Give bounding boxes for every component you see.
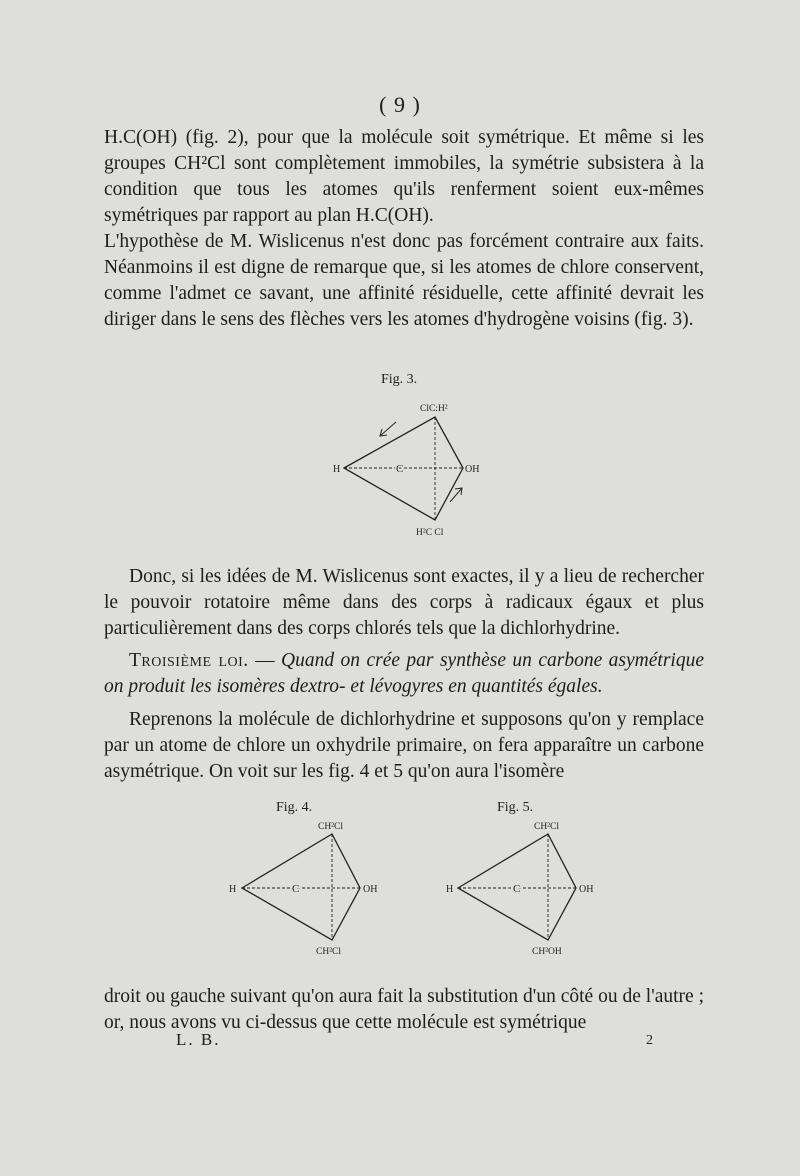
- fig3-caption: Fig. 3.: [381, 372, 418, 387]
- fig4-right-label: OH: [363, 884, 378, 895]
- paragraph-4: [104, 648, 704, 700]
- paragraph-1: H.C(OH) (fig. 2), pour que la molécule soit symétrique. Et même si les groupes CH²Cl sont complètement immobiles, la symétrie subsistera à la condition que tous les atomes qu'ils renferment soient eux-mêmes symétriques par rapport au plan H.C(OH).: [104, 127, 704, 226]
- fig5-caption: Fig. 5.: [497, 800, 534, 815]
- law-title: Troisième loi.: [129, 650, 249, 671]
- figure-3-diagram: [320, 398, 500, 543]
- page-number: ( 9 ): [379, 92, 421, 117]
- signature-mark: L. B.: [176, 1030, 221, 1049]
- fig5-right-label: OH: [579, 884, 594, 895]
- fig4-left-label: H: [229, 884, 237, 895]
- fig3-top-label: ClC:H²: [420, 404, 448, 414]
- fig5-center-label: C: [513, 883, 521, 895]
- paragraph-3: Donc, si les idées de M. Wislicenus sont exactes, il y a lieu de rechercher le pouvoir rotatoire même dans des corps à radicaux égaux et plus particulièrement dans des corps chlorés tels que la dichlorhydrine.: [104, 566, 704, 639]
- fig3-left-label: H: [333, 464, 341, 475]
- fig3-bottom-label: H²C Cl: [416, 528, 444, 538]
- fig5-left-label: H: [446, 884, 454, 895]
- figure-5-diagram: [440, 812, 610, 962]
- fig5-top-label: CH²Cl: [534, 822, 560, 832]
- paragraph-5: Reprenons la molécule de dichlorhydrine et supposons qu'on y remplace par un atome de chlore un oxhydrile primaire, on fera apparaître un carbone asymétrique. On voit sur les fig. 4 et 5 qu'on aura l'isomère: [104, 709, 704, 782]
- law-statement: Quand on crée par synthèse un carbone asymétrique on produit les isomères dextro- et lévogyres en quantités égales.: [104, 650, 704, 697]
- law-dash: —: [248, 650, 282, 671]
- paragraph-2: L'hypothèse de M. Wislicenus n'est donc pas forcément contraire aux faits. Néanmoins il est digne de remarque que, si les atomes de chlore conservent, comme l'admet ce savant, une affinité résiduelle, cette affinité devrait les diriger dans le sens des flèches vers les atomes d'hydrogène voisins (fig. 3).: [104, 231, 704, 330]
- fig4-center-label: C: [292, 883, 300, 895]
- fig3-right-label: OH: [465, 464, 480, 475]
- fig4-top-label: CH²Cl: [318, 822, 344, 832]
- fig4-caption: Fig. 4.: [276, 800, 313, 815]
- figure-4-diagram: [222, 812, 392, 962]
- sheet-number: 2: [646, 1033, 653, 1048]
- fig4-bottom-label: CH²Cl: [316, 947, 342, 957]
- fig5-bottom-label: CH²OH: [532, 947, 562, 957]
- fig3-center-label: C: [396, 463, 404, 475]
- paragraph-6: droit ou gauche suivant qu'on aura fait la substitution d'un côté ou de l'autre ; or, nous avons vu ci-dessus que cette molécule est symétrique: [104, 986, 704, 1033]
